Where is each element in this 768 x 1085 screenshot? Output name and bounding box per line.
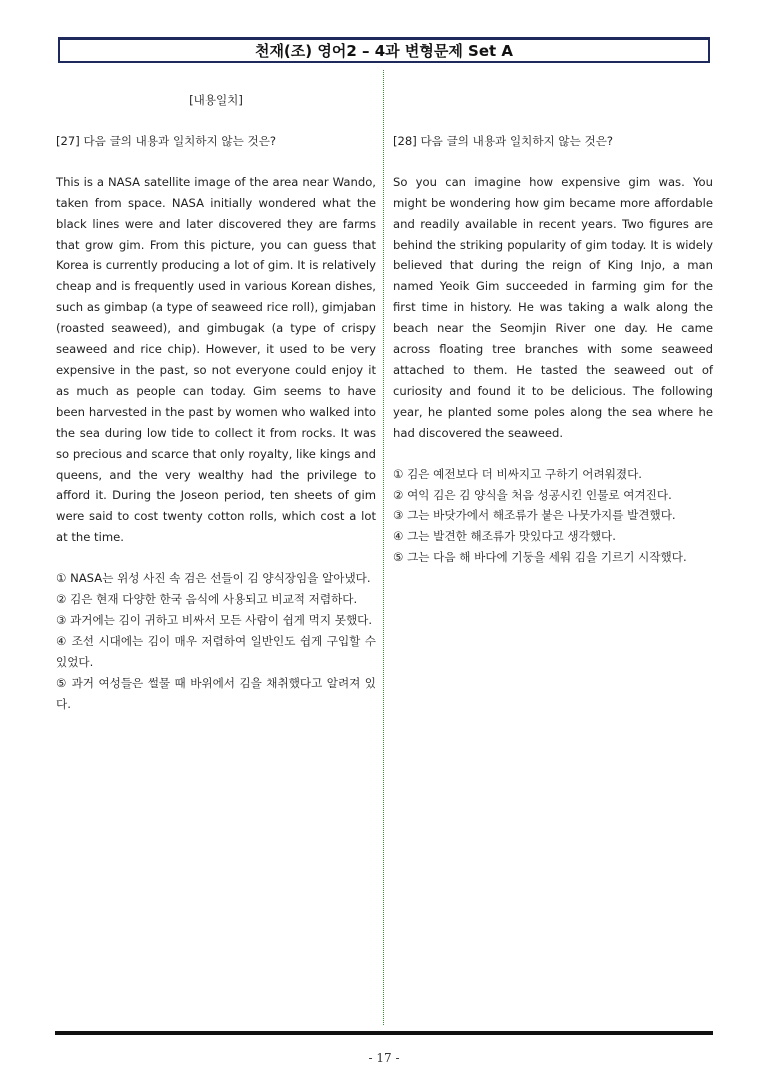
- question-28-heading: [28] 다음 글의 내용과 일치하지 않는 것은?: [393, 133, 614, 148]
- column-divider: [383, 70, 384, 1025]
- option-item: ⑤ 그는 다음 해 바다에 기둥을 세워 김을 기르기 시작했다.: [393, 550, 687, 565]
- option-item: ⑤ 과거 여성들은 썰물 때 바위에서 김을 채취했다고 알려져 있다.: [56, 675, 376, 711]
- question-28-passage: So you can imagine how expensive gim was. You might be wondering how gim became more affordable and readily available in recent years. Two figures are behind the striking popularity of gim today. It is widely believed that during the reign of King Injo, a man named Yeoik Gim succeeded in farming gim for the first time in history. He was taking a walk along the beach near the Seomjin River one day. He came across floating tree branches with some seaweed attached to them. He tasted the seaweed out of curiosity and found it to be delicious. The following year, he planted some poles along the sea where he had discovered the seaweed.: [393, 174, 713, 440]
- option-item: ③ 과거에는 김이 귀하고 비싸서 모든 사람이 쉽게 먹지 못했다.: [56, 612, 373, 627]
- page-title: 천재(조) 영어2 – 4과 변형문제 Set A: [254, 42, 514, 60]
- right-column: [393, 90, 713, 568]
- page-number: - 17 -: [368, 1051, 400, 1065]
- page-title-box: [58, 37, 710, 63]
- option-item: ② 김은 현재 다양한 한국 음식에 사용되고 비교적 저렴하다.: [56, 592, 358, 607]
- option-item: ④ 조선 시대에는 김이 매우 저렴하여 일반인도 쉽게 구입할 수 있었다.: [56, 633, 376, 669]
- option-item: ② 여익 김은 김 양식을 처음 성공시킨 인물로 여겨진다.: [393, 487, 672, 502]
- footer-rule: [55, 1031, 713, 1035]
- option-item: ① NASA는 위성 사진 속 검은 선들이 김 양식장임을 알아냈다.: [56, 571, 371, 586]
- option-item: ① 김은 예전보다 더 비싸지고 구하기 어려워졌다.: [393, 466, 642, 481]
- question-27-heading: [27] 다음 글의 내용과 일치하지 않는 것은?: [56, 133, 277, 148]
- question-27-options: [56, 568, 376, 714]
- section-label: [내용일치]: [189, 93, 243, 107]
- question-28-options: [393, 464, 713, 569]
- left-column: [56, 90, 376, 714]
- option-item: ③ 그는 바닷가에서 해조류가 붙은 나뭇가지를 발견했다.: [393, 508, 676, 523]
- option-item: ④ 그는 발견한 해조류가 맛있다고 생각했다.: [393, 529, 616, 544]
- question-27-passage: This is a NASA satellite image of the area near Wando, taken from space. NASA initially wondered what the black lines were and later discovered they are farms that grow gim. From this picture, you can guess that Korea is currently producing a lot of gim. It is relatively cheap and is frequently used in various Korean dishes, such as gimbap (a type of seaweed rice roll), gimjaban (roasted seaweed), and gimbugak (a type of crispy seaweed and rice chip). However, it used to be very expensive in the past, so not everyone could enjoy it as much as people can today. Gim seems to have been harvested in the past by women who walked into the sea during low tide to collect it from rocks. It was so precious and scarce that only royalty, like kings and queens, and the very wealthy had the privilege to afford it. During the Joseon period, ten sheets of gim were said to cost twenty cotton rolls, which cost a lot at the time.: [56, 174, 376, 545]
